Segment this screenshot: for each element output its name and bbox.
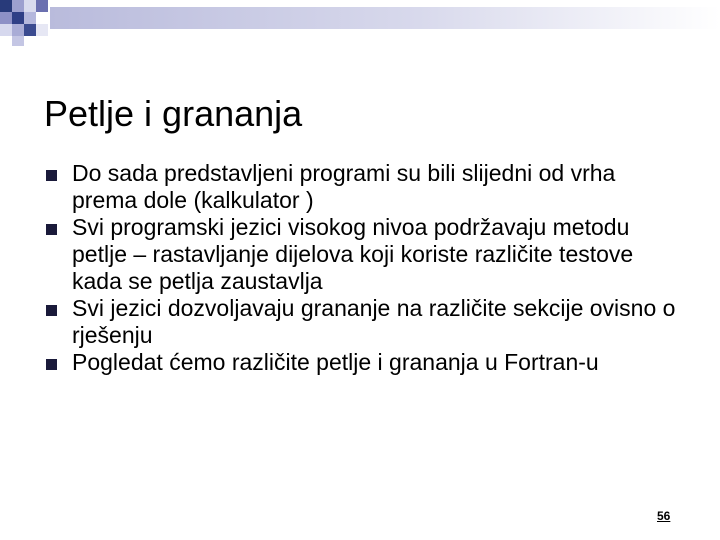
bullet-item [46, 349, 686, 376]
bullet-list [46, 160, 686, 376]
square-bullet-icon [46, 359, 57, 370]
page-number: 56 [657, 509, 671, 523]
header-decoration [0, 0, 720, 48]
square-bullet-icon [46, 224, 57, 235]
bullet-text: Svi programski jezici visokog nivoa podržavaju metodu petlje – rastavljanje dijelova koji koriste različite testove kada se petlja zaustavlja [72, 214, 634, 294]
bullet-item [46, 295, 686, 349]
bullet-text: Svi jezici dozvoljavaju grananje na različite sekcije ovisno o rješenju [72, 295, 676, 348]
square-bullet-icon [46, 170, 57, 181]
bullet-item [46, 160, 686, 214]
bullet-text: Pogledat ćemo različite petlje i grananja u Fortran-u [72, 349, 599, 375]
square-bullet-icon [46, 305, 57, 316]
bullet-text: Do sada predstavljeni programi su bili slijedni od vrha prema dole (kalkulator ) [72, 160, 616, 213]
slide-title: Petlje i grananja [44, 93, 303, 135]
bullet-item [46, 214, 686, 295]
